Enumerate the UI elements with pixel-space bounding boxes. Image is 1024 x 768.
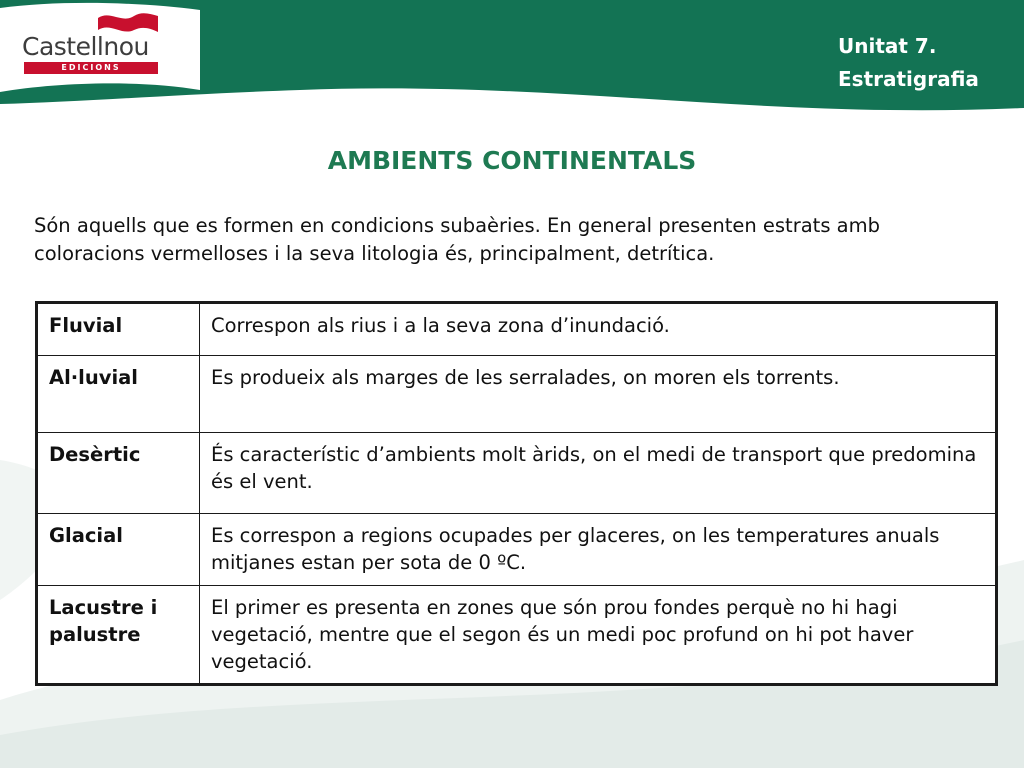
row-term: Fluvial [37,303,200,356]
row-term: Al·luvial [37,356,200,433]
logo-name: Castellnou [22,32,149,61]
intro-paragraph: Són aquells que es formen en condicions subaèries. En general presenten estrats amb coloracions vermelloses i la seva litologia és, principalment, detrítica. [34,214,880,265]
page-title: AMBIENTS CONTINENTALS [327,146,697,175]
row-description: El primer es presenta en zones que són prou fondes perquè no hi hagi vegetació, mentre que el segon és un medi poc profund on hi pot haver vegetació. [200,586,997,685]
table-row [37,586,997,685]
row-term: Lacustre i palustre [37,586,200,685]
row-term: Desèrtic [37,433,200,514]
castellnou-logo [22,10,162,80]
row-description: És característic d’ambients molt àrids, on el medi de transport que predomina és el vent. [200,433,997,514]
table-row [37,514,997,586]
flag-icon [96,10,160,34]
table-row [37,356,997,433]
unit-topic: Estratigrafia [838,67,979,91]
table-row [37,433,997,514]
environments-table [35,301,998,686]
row-description: Correspon als rius i a la seva zona d’inundació. [200,303,997,356]
unit-label: Unitat 7. [838,34,937,58]
row-term: Glacial [37,514,200,586]
row-description: Es correspon a regions ocupades per glaceres, on les temperatures anuals mitjanes estan per sota de 0 ºC. [200,514,997,586]
logo-subtitle: EDICIONS [61,63,121,72]
unit-heading [838,30,979,96]
row-description: Es produeix als marges de les serralades, on moren els torrents. [200,356,997,433]
table-row [37,303,997,356]
